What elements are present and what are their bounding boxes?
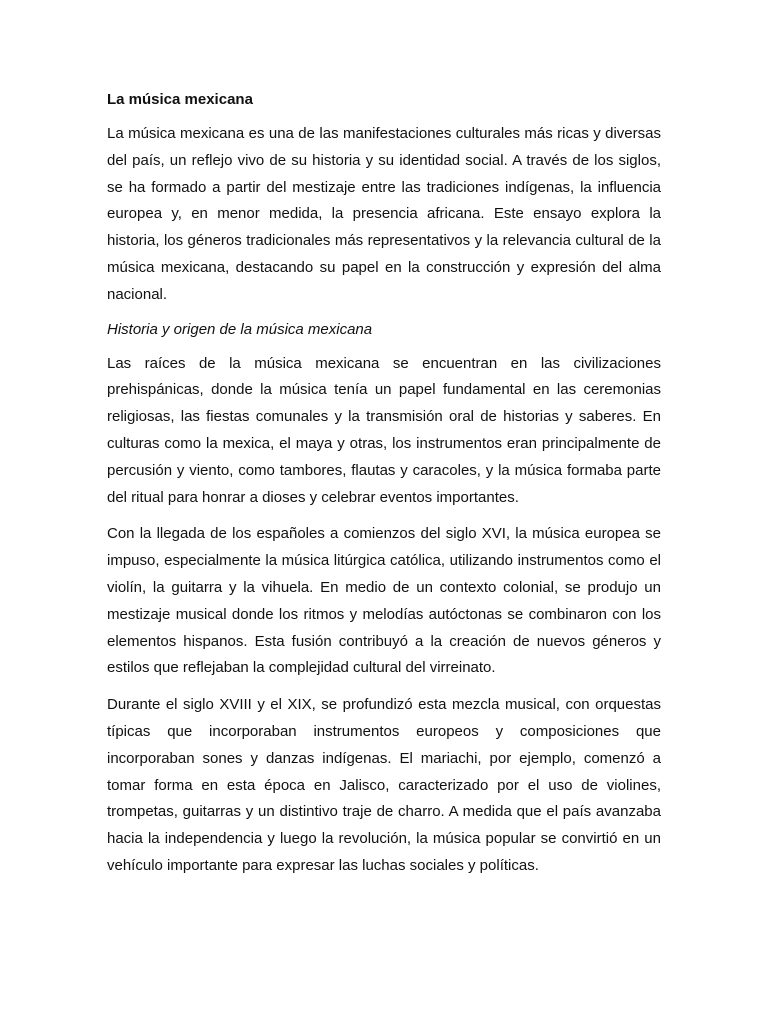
section-heading: Historia y origen de la música mexicana [107, 320, 373, 338]
document-body [107, 89, 661, 890]
intro-paragraph: La música mexicana es una de las manifestaciones culturales más ricas y diversas del país, un reflejo vivo de su historia y su identidad social. A través de los siglos, se ha formado a partir del mestizaje entre las tradiciones indígenas, la influencia europea y, en menor medida, la presencia africana. Este ensayo explora la historia, los géneros tradicionales más representativos y la relevancia cultural de la música mexicana, destacando su papel en la construcción y expresión del alma nacional. [107, 125, 661, 303]
document-title: La música mexicana [107, 91, 253, 108]
paragraph-18th-19th-century: Durante el siglo XVIII y el XIX, se profundizó esta mezcla musical, con orquestas típicas que incorporaban instrumentos europeos y composiciones que incorporaban sones y danzas indígenas. El mariachi, por ejemplo, comenzó a tomar forma en esta época en Jalisco, caracterizado por el uso de violines, trompetas, guitarras y un distintivo traje de charro. A medida que el país avanzaba hacia la independencia y luego la revolución, la música popular se convirtió en un vehículo importante para expresar las luchas sociales y políticas. [107, 696, 661, 874]
paragraph-prehispanic: Las raíces de la música mexicana se encuentran en las civilizaciones prehispánicas, donde la música tenía un papel fundamental en las ceremonias religiosas, las fiestas comunales y la transmisión oral de historias y saberes. En culturas como la mexica, el maya y otras, los instrumentos eran principalmente de percusión y viento, como tambores, flautas y caracoles, y la música formaba parte del ritual para honrar a dioses y celebrar eventos importantes. [107, 354, 661, 506]
paragraph-colonial: Con la llegada de los españoles a comienzos del siglo XVI, la música europea se impuso, especialmente la música litúrgica católica, utilizando instrumentos como el violín, la guitarra y la vihuela. En medio de un contexto colonial, se produjo un mestizaje musical donde los ritmos y melodías autóctonas se combinaron con los elementos hispanos. Esta fusión contribuyó a la creación de nuevos géneros y estilos que reflejaban la complejidad cultural del virreinato. [107, 525, 661, 677]
